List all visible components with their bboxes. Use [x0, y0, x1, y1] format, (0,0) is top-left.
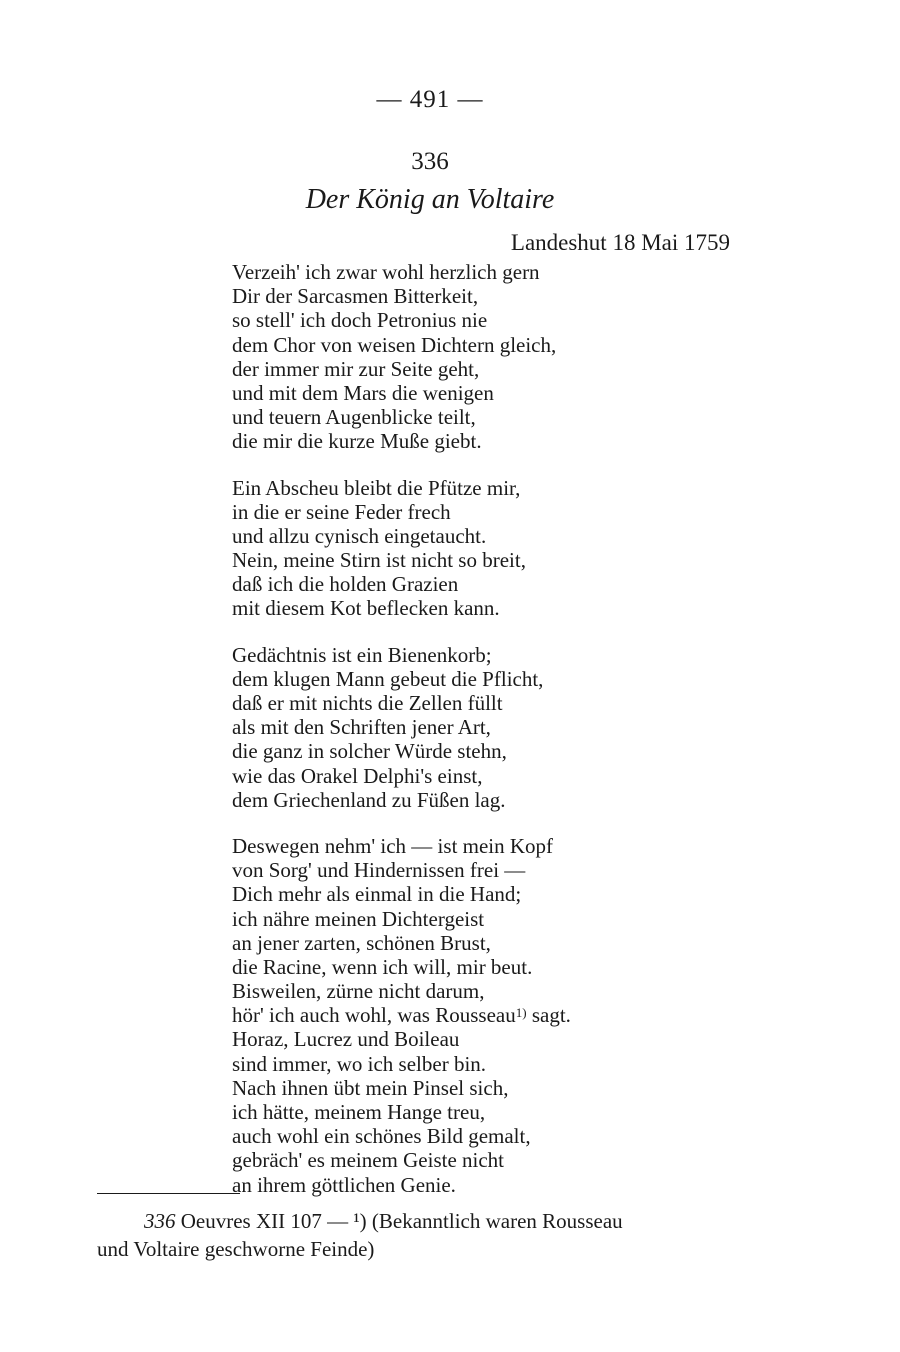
verse-line: die ganz in solcher Würde stehn, — [232, 739, 507, 764]
verse-line: Horaz, Lucrez und Boileau — [232, 1027, 460, 1052]
page-number: — 491 — — [376, 86, 484, 113]
verse-line: Dich mehr als einmal in die Hand; — [232, 882, 522, 907]
stanza-3 — [232, 643, 571, 812]
verse-line: Verzeih' ich zwar wohl herzlich gern — [232, 260, 540, 284]
verse-line: Bisweilen, zürne nicht darum, — [232, 979, 485, 1004]
verse-line: Gedächtnis ist ein Bienenkorb; — [232, 642, 492, 667]
verse-line: daß er mit nichts die Zellen füllt — [232, 691, 503, 715]
footnote-marker: 1) — [515, 1005, 527, 1021]
verse-line: dem Chor von weisen Dichtern gleich, — [232, 332, 557, 357]
verse-line: Dir der Sarcasmen Bitterkeit, — [232, 284, 479, 309]
stanza-2 — [232, 476, 571, 621]
stanza-1 — [232, 260, 571, 454]
poem-number: 336 — [411, 148, 449, 175]
verse-line: dem klugen Mann gebeut die Pflicht, — [232, 666, 544, 691]
footnote-divider — [97, 1193, 240, 1194]
verse-line: und teuern Augenblicke teilt, — [232, 405, 476, 430]
verse-line: mit diesem Kot beflecken kann. — [232, 596, 500, 621]
poem-body — [232, 260, 571, 1219]
verse-line: in die er seine Feder frech — [232, 499, 451, 524]
footnote-line-2: und Voltaire geschworne Feinde) — [97, 1237, 375, 1261]
verse-line: so stell' ich doch Petronius nie — [232, 308, 488, 333]
verse-line: Nein, meine Stirn ist nicht so breit, — [232, 548, 526, 573]
verse-line: und allzu cynisch eingetaucht. — [232, 523, 487, 548]
verse-line: von Sorg' und Hindernissen frei — — [232, 858, 526, 883]
footnote-line-1 — [97, 1207, 757, 1235]
verse-line: die Racine, wenn ich will, mir beut. — [232, 954, 533, 979]
verse-text: sagt. — [526, 1003, 571, 1028]
verse-line: ich hätte, meinem Hange treu, — [232, 1100, 486, 1124]
verse-line: ich nähre meinen Dichtergeist — [232, 906, 485, 931]
verse-line: wie das Orakel Delphi's einst, — [232, 763, 483, 788]
verse-line: an ihrem göttlichen Genie. — [232, 1172, 456, 1197]
verse-line: und mit dem Mars die wenigen — [232, 380, 494, 405]
footnote-text: Oeuvres XII 107 — ¹) (Bekanntlich waren Rousseau — [175, 1209, 623, 1233]
verse-line: Nach ihnen übt mein Pinsel sich, — [232, 1075, 509, 1100]
verse-text: hör' ich auch wohl, was Rousseau — [232, 1003, 516, 1028]
verse-line: daß ich die holden Grazien — [232, 572, 459, 597]
dateline: Landeshut 18 Mai 1759 — [510, 230, 730, 255]
poem-title: Der König an Voltaire — [305, 184, 555, 215]
footnote — [97, 1207, 757, 1263]
verse-line: an jener zarten, schönen Brust, — [232, 930, 491, 955]
stanza-4 — [232, 834, 571, 1197]
verse-line: Deswegen nehm' ich — ist mein Kopf — [232, 833, 554, 858]
verse-line: auch wohl ein schönes Bild gemalt, — [232, 1124, 531, 1149]
verse-line: Ein Abscheu bleibt die Pfütze mir, — [232, 475, 521, 500]
verse-line-with-footnote — [232, 1003, 571, 1027]
verse-line: dem Griechenland zu Füßen lag. — [232, 787, 506, 812]
footnote-number: 336 — [144, 1209, 176, 1233]
verse-line: der immer mir zur Seite geht, — [232, 356, 480, 381]
verse-line: gebräch' es meinem Geiste nicht — [232, 1148, 505, 1173]
verse-line: als mit den Schriften jener Art, — [232, 715, 491, 740]
verse-line: sind immer, wo ich selber bin. — [232, 1051, 487, 1076]
verse-line: die mir die kurze Muße giebt. — [232, 429, 482, 454]
